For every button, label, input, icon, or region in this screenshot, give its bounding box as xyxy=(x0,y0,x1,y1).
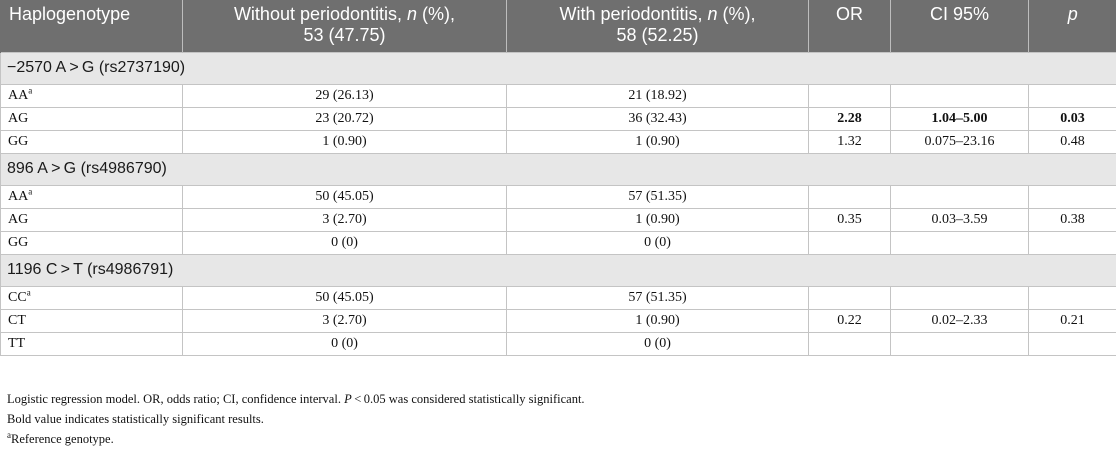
footnote-reference: $^a$Reference genotype. xyxy=(7,429,114,446)
table-row xyxy=(1,208,1116,231)
ci-cell xyxy=(891,286,1029,309)
header-haplogenotype: Haplogenotype xyxy=(1,0,183,52)
p-value-cell xyxy=(1029,332,1116,355)
footnote-bold: Bold value indicates statistically significant results. xyxy=(7,412,264,426)
with-periodontitis-cell: 57 (51.35) xyxy=(507,185,809,208)
table-body xyxy=(1,52,1116,355)
group-title: −2570 A > G (rs2737190) xyxy=(1,52,1116,84)
without-periodontitis-cell: 3 (2.70) xyxy=(183,309,507,332)
without-periodontitis-cell: 50 (45.05) xyxy=(183,286,507,309)
genotype-cell: TT xyxy=(1,332,183,355)
with-periodontitis-cell: 0 (0) xyxy=(507,231,809,254)
group-header-row xyxy=(1,254,1116,286)
or-cell xyxy=(809,332,891,355)
ci-cell: 0.075–23.16 xyxy=(891,130,1029,153)
ci-cell: 1.04–5.00 xyxy=(891,107,1029,130)
or-cell: 2.28 xyxy=(809,107,891,130)
ci-cell xyxy=(891,231,1029,254)
without-periodontitis-cell: 23 (20.72) xyxy=(183,107,507,130)
table-header xyxy=(1,0,1116,52)
with-periodontitis-cell: 21 (18.92) xyxy=(507,84,809,107)
genotype-cell: AG xyxy=(1,107,183,130)
header-ci: CI 95% xyxy=(891,0,1029,52)
without-periodontitis-cell: 0 (0) xyxy=(183,332,507,355)
p-value-cell xyxy=(1029,84,1116,107)
with-periodontitis-cell: 1 (0.90) xyxy=(507,130,809,153)
or-cell: 1.32 xyxy=(809,130,891,153)
without-periodontitis-cell: 50 (45.05) xyxy=(183,185,507,208)
genotype-cell: $CC^a$ xyxy=(1,286,183,309)
or-cell xyxy=(809,286,891,309)
ci-cell: 0.03–3.59 xyxy=(891,208,1029,231)
genotype-cell: $AA^a$ xyxy=(1,84,183,107)
ci-cell: 0.02–2.33 xyxy=(891,309,1029,332)
footnote-abbreviations: Logistic regression model. OR, odds ratio; CI, confidence interval. P < 0.05 was considered statistically significant. xyxy=(7,392,585,406)
table-row xyxy=(1,84,1116,107)
genotype-cell: AG xyxy=(1,208,183,231)
group-title: 896 A > G (rs4986790) xyxy=(1,153,1116,185)
p-value-cell: 0.48 xyxy=(1029,130,1116,153)
p-value-cell xyxy=(1029,231,1116,254)
with-periodontitis-cell: 1 (0.90) xyxy=(507,309,809,332)
table-row xyxy=(1,130,1116,153)
p-value-cell: 0.21 xyxy=(1029,309,1116,332)
or-cell xyxy=(809,84,891,107)
table-row xyxy=(1,231,1116,254)
with-periodontitis-cell: 1 (0.90) xyxy=(507,208,809,231)
header-without-periodontitis: Without periodontitis, n (%), 53 (47.75) xyxy=(183,0,507,52)
with-periodontitis-cell: 36 (32.43) xyxy=(507,107,809,130)
ci-cell xyxy=(891,84,1029,107)
group-title: 1196 C > T (rs4986791) xyxy=(1,254,1116,286)
p-value-cell xyxy=(1029,286,1116,309)
or-cell: 0.22 xyxy=(809,309,891,332)
table-row xyxy=(1,286,1116,309)
without-periodontitis-cell: 3 (2.70) xyxy=(183,208,507,231)
ci-cell xyxy=(891,332,1029,355)
with-periodontitis-cell: 57 (51.35) xyxy=(507,286,809,309)
without-periodontitis-cell: 29 (26.13) xyxy=(183,84,507,107)
table-row xyxy=(1,309,1116,332)
group-header-row xyxy=(1,52,1116,84)
p-value-cell: 0.38 xyxy=(1029,208,1116,231)
genotype-cell: GG xyxy=(1,130,183,153)
without-periodontitis-cell: 0 (0) xyxy=(183,231,507,254)
genotype-cell: CT xyxy=(1,309,183,332)
genotype-cell: GG xyxy=(1,231,183,254)
p-value-cell xyxy=(1029,185,1116,208)
header-or: OR xyxy=(809,0,891,52)
or-cell xyxy=(809,185,891,208)
ci-cell xyxy=(891,185,1029,208)
or-cell xyxy=(809,231,891,254)
header-p: p xyxy=(1029,0,1116,52)
or-cell: 0.35 xyxy=(809,208,891,231)
genotype-cell: $AA^a$ xyxy=(1,185,183,208)
group-header-row xyxy=(1,153,1116,185)
without-periodontitis-cell: 1 (0.90) xyxy=(183,130,507,153)
p-value-cell: 0.03 xyxy=(1029,107,1116,130)
table-row xyxy=(1,332,1116,355)
with-periodontitis-cell: 0 (0) xyxy=(507,332,809,355)
header-with-periodontitis: With periodontitis, n (%), 58 (52.25) xyxy=(507,0,809,52)
table-row xyxy=(1,107,1116,130)
table-row xyxy=(1,185,1116,208)
footnotes xyxy=(7,389,585,449)
